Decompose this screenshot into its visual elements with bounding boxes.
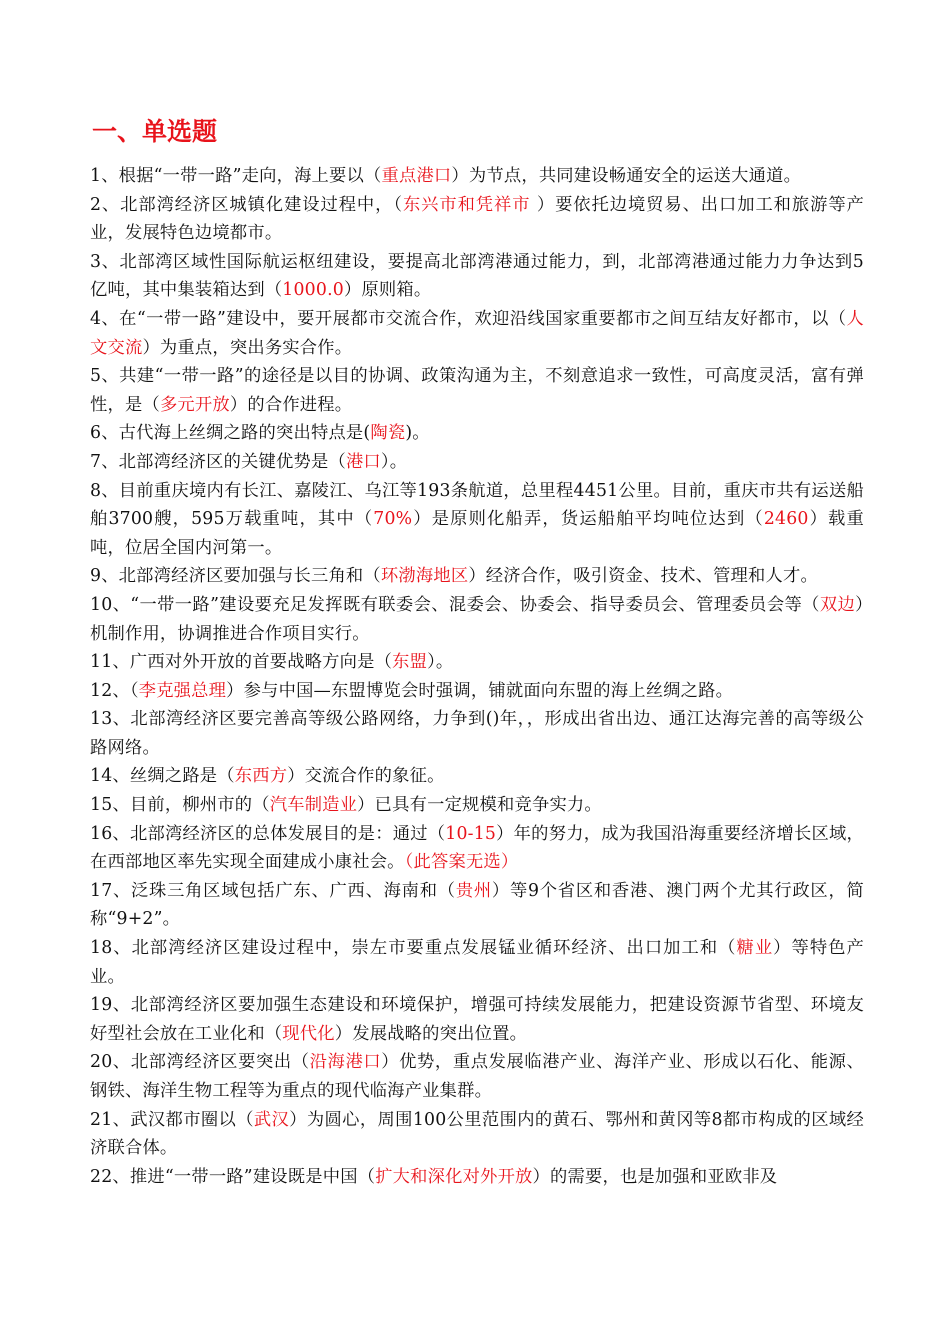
answer-text: 现代化 [282,1023,335,1044]
question-item [90,791,864,820]
question-text: 10、“一带一路”建设要充足发挥既有联委会、混委会、协委会、指导委员会、管理委员会等（ [90,594,820,615]
question-text: ）原则箱。 [343,280,432,301]
question-list [88,162,864,1191]
answer-text: 70% [373,509,413,530]
question-text: 13、北部湾经济区要完善高等级公路网络，力争到()年，，形成出省出边、通江达海完善的高等级公路网络。 [90,709,864,758]
question-item [90,477,864,563]
question-item [90,362,864,419]
document-page [88,112,864,1191]
question-text: 22、推进“一带一路”建设既是中国（ [90,1166,376,1187]
answer-text: 2460 [763,509,809,530]
answer-text: 环渤海地区 [380,566,469,587]
answer-text: 东兴市和凭祥市 [402,194,531,215]
answer-text: （此答案无选） [404,852,519,873]
question-text: ）机制作用，协调推进合作项目实行。 [90,594,864,644]
answer-text: 人文交流 [90,308,864,358]
question-text: ）的合作进程。 [229,394,353,415]
question-text: ）为重点，突出务实合作。 [142,337,353,358]
question-text: ）已具有一定规模和竞争实力。 [357,795,602,816]
question-item [90,191,864,248]
question-text: ）载重吨，位居全国内河第一。 [90,509,864,558]
question-item [90,1106,864,1163]
question-text: 2、北部湾经济区城镇化建设过程中，（ [90,194,403,215]
question-text: 8、目前重庆境内有长江、嘉陵江、乌江等193条航道，总里程4451公里。目前，重庆市共有运送船舶3700艘，595万载重吨，其中（ [90,480,864,530]
answer-text: 重点港口 [381,166,452,186]
question-text: ）为圆心，周围100公里范围内的黄石、鄂州和黄冈等8都市构成的区域经济联合体。 [90,1109,865,1159]
question-text: 11、广西对外开放的首要战略方向是（ [90,652,393,673]
question-text: 18、北部湾经济区建设过程中，崇左市要重点发展锰业循环经济、出口加工和（ [90,938,737,959]
question-text: 17、泛珠三角区域包括广东、广西、海南和（ [90,880,456,901]
answer-text: 双边 [819,594,856,615]
question-item [90,419,864,448]
question-item [90,591,864,648]
question-text: 19、北部湾经济区要加强生态建设和环境保护，增强可持续发展能力，把建设资源节省型、环境友好型社会放在工业化和（ [90,995,864,1044]
question-item [90,648,864,677]
question-text: ）。 [427,652,454,673]
answer-text: 武汉 [253,1109,290,1130]
answer-text: 扩大和深化对外开放 [375,1166,533,1187]
question-text: 16、北部湾经济区的总体发展目的是：通过（ [90,823,446,844]
question-text: ）等特色产业。 [90,938,864,987]
answer-text: 陶瓷 [370,423,406,444]
question-text: 14、丝绸之路是（ [90,766,235,787]
question-text: ）等9个省区和香港、澳门两个尤其行政区，简称“9+2”。 [90,880,864,930]
question-text: ）是原则化船弄，货运船舶平均吨位达到（ [412,509,764,530]
question-text: ）参与中国—东盟博览会时强调，铺就面向东盟的海上丝绸之路。 [226,680,734,701]
question-text: ）优势，重点发展临港产业、海洋产业、形成以石化、能源、钢铁、海洋生物工程等为重点的现代临海产业集群。 [90,1052,865,1101]
question-text: ）年的努力，成为我国沿海重要经济增长区域，在西部地区率先实现全面建成小康社会。 [90,823,864,873]
question-text: 4、在“一带一路”建设中，要开展都市交流合作，欢迎沿线国家重要都市之间互结友好都市，以（ [90,308,847,329]
question-item [90,305,864,362]
question-text: ）发展战略的突出位置。 [334,1023,528,1044]
question-item [90,248,864,305]
question-item [90,762,864,791]
answer-text: 沿海港口 [309,1052,382,1073]
question-text: 12、（ [90,680,139,701]
question-text: 9、北部湾经济区要加强与长三角和（ [90,566,381,587]
answer-text: 糖业 [736,938,774,959]
question-item [90,677,864,706]
question-text: 21、武汉都市圈以（ [90,1109,254,1130]
question-item [90,162,864,191]
answer-text: 汽车制造业 [269,795,358,816]
answer-text: 东盟 [392,652,428,673]
question-text: ）交流合作的象征。 [287,766,445,787]
answer-text: 东西方 [234,766,288,787]
question-text: ）的需要，也是加强和亚欧非及 [532,1166,778,1187]
question-text: ）。 [380,451,408,472]
question-text: 1、根据“一带一路”走向，海上要以（ [90,166,382,186]
question-item [90,705,864,762]
question-text: ）为节点，共同建设畅通安全的运送大通道。 [451,166,802,186]
question-text: ）经济合作，吸引资金、技术、管理和人才。 [468,566,818,587]
question-item [90,934,864,991]
section-title: 一、单选题 [92,117,218,146]
question-text: 3、北部湾区域性国际航运枢纽建设，要提高北部湾港通过能力，到，北部湾港通过能力力争达到5亿吨，其中集装箱达到（ [90,251,864,301]
answer-text: 港口 [345,451,381,472]
question-item [90,1163,864,1192]
question-text: ）要依托边境贸易、出口加工和旅游等产业，发展特色边境都市。 [90,194,865,244]
question-item [90,562,864,591]
answer-text: 贵州 [455,880,492,901]
question-text: 15、目前，柳州市的（ [90,795,270,816]
question-item [90,991,864,1048]
question-text: 20、北部湾经济区要突出（ [90,1052,310,1073]
question-item [90,877,864,934]
answer-text: 10-15 [445,823,497,844]
question-item [90,1048,864,1105]
answer-text: 多元开放 [159,394,230,415]
question-item [90,820,864,877]
question-text: 7、北部湾经济区的关键优势是（ [90,451,346,472]
question-text: 6、古代海上丝绸之路的突出特点是( [90,423,371,444]
answer-text: 李克强总理 [138,680,227,701]
question-text: )。 [405,423,430,444]
question-item [90,448,864,477]
answer-text: 1000.0 [282,280,344,301]
question-text: 5、共建“一带一路”的途径是以目的协调、政策沟通为主，不刻意追求一致性，可高度灵活，富有弹性，是（ [90,366,864,415]
